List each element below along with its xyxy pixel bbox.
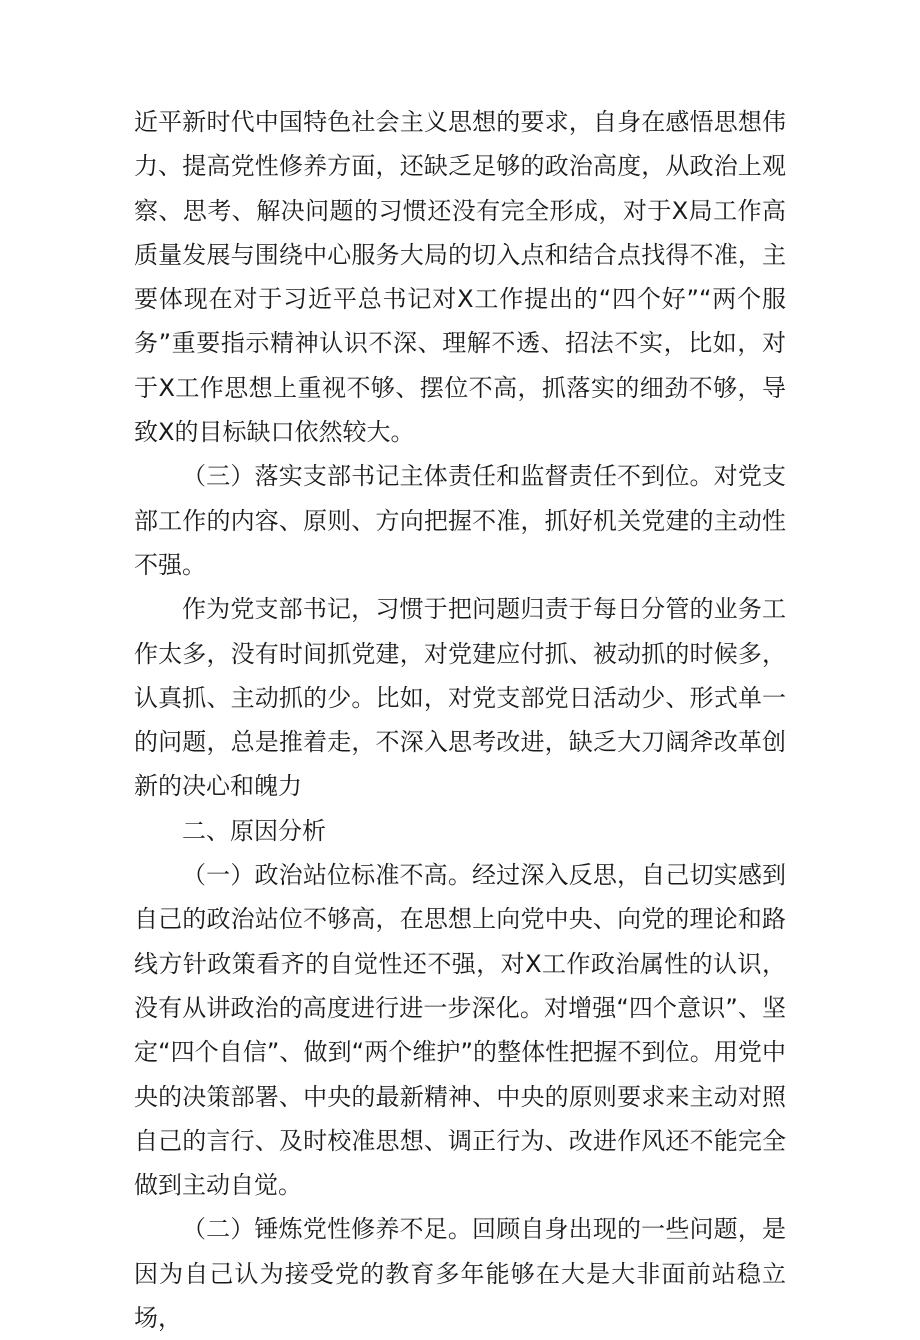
paragraph-party-cultivation: （二）锤炼党性修养不足。回顾自身出现的一些问题，是因为自己认为接受党的教育多年能够在大是大非面前站稳立场， — [134, 1215, 786, 1333]
paragraph-section-three: （三）落实支部书记主体责任和监督责任不到位。对党支部工作的内容、原则、方向把握不准，抓好机关党建的主动性不强。 — [134, 462, 786, 579]
document-body — [134, 100, 786, 1340]
paragraph-continuation: 近平新时代中国特色社会主义思想的要求，自身在感悟思想伟力、提高党性修养方面，还缺乏足够的政治高度，从政治上观察、思考、解决问题的习惯还没有完全形成，对于X局工作高质量发展与围绕中心服务大局的切入点和结合点找得不准，主要体现在对于习近平总书记对X工作提出的“四个好”“两个服务”重要指示精神认识不深、理解不透、招法不实，比如，对于X工作思想上重视不够、摆位不高，抓落实的细劲不够，导致X的目标缺口依然较大。 — [134, 108, 786, 447]
heading-cause-analysis: 二、原因分析 — [182, 816, 326, 845]
paragraph-party-secretary: 作为党支部书记，习惯于把问题归责于每日分管的业务工作太多，没有时间抓党建，对党建应付抓、被动抓的时候多，认真抓、主动抓的少。比如，对党支部党日活动少、形式单一的问题，总是推着走，不深入思考改进，缺乏大刀阔斧改革创新的决心和魄力 — [134, 595, 786, 801]
paragraph-political-standing: （一）政治站位标准不高。经过深入反思，自己切实感到自己的政治站位不够高，在思想上向党中央、向党的理论和路线方针政策看齐的自觉性还不强，对X工作政治属性的认识，没有从讲政治的高度进行进一步深化。对增强“四个意识”、坚定“四个自信”、做到“两个维护”的整体性把握不到位。用党中央的决策部署、中央的最新精神、中央的原则要求来主动对照自己的言行、及时校准思想、调正行为、改进作风还不能完全做到主动自觉。 — [134, 861, 786, 1200]
